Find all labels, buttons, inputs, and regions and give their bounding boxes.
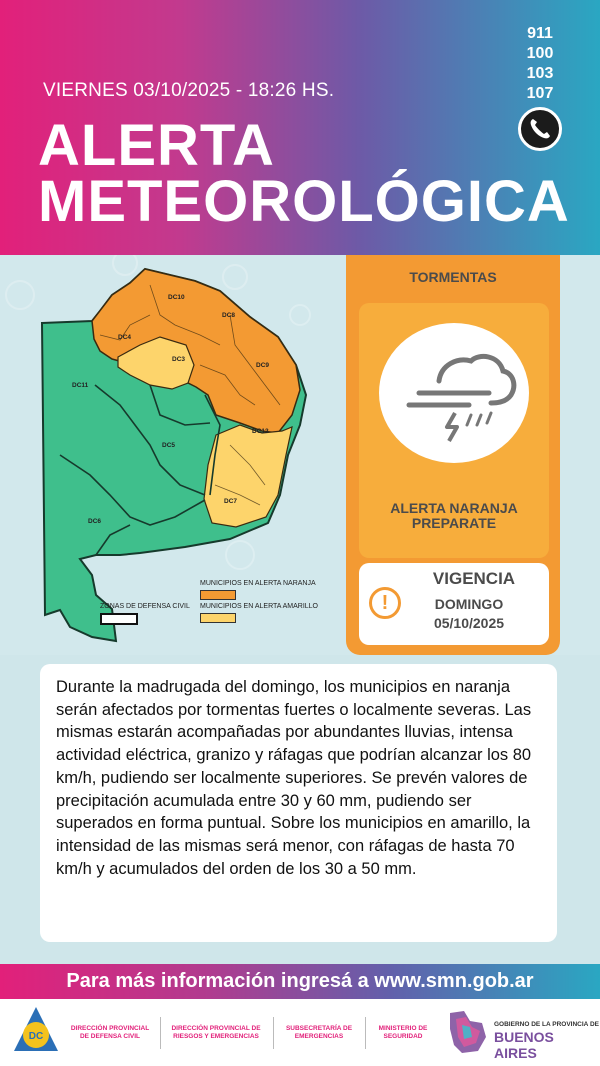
phone-107[interactable]: 107 [526, 85, 554, 102]
label-dc12: DC12 [252, 428, 269, 435]
org-riesgos [164, 1025, 268, 1041]
label-dc4: DC4 [118, 334, 132, 341]
alert-level-line2: PREPARATE [411, 515, 497, 531]
dc-badge-text: DC [28, 1031, 44, 1042]
page-title [38, 113, 570, 234]
title-line-1: ALERTA [38, 113, 275, 178]
phone-handset-icon [521, 110, 559, 148]
footer-logos [0, 999, 600, 1066]
gov-name: BUENOS AIRES [494, 1029, 554, 1061]
phone-100[interactable]: 100 [526, 45, 554, 62]
phenomenon-type: TORMENTAS [409, 269, 497, 285]
alert-description: Durante la madrugada del domingo, los municipios en naranja serán afectados por tormentas fuertes o localmente severas. Las mismas estarán acompañadas por abundantes lluvias, intensa actividad eléctrica, granizo y ráfagas que podrían alcanzar los 80 km/h, pudiendo ser localmente superiores. Se prevén valores de precipitación acumulada entre 30 y 60 mm, pudiendo ser superados en forma puntual. Sobre los municipios en amarillo, la intensidad de las mismas será menor, con ráfagas de hasta 70 km/h y acumulados del orden de los 30 a 50 mm. [40, 664, 557, 942]
legend-zones-label: ZONAS DE DEFENSA CIVIL [100, 603, 190, 610]
vigencia-box [359, 563, 549, 645]
legend-orange-swatch [200, 590, 236, 600]
buenos-aires-logo-icon [446, 1007, 490, 1057]
phone-911[interactable]: 911 [527, 25, 553, 42]
footer-separator [160, 1017, 161, 1049]
more-info-link[interactable]: Para más información ingresá a www.smn.gob.ar [0, 964, 600, 999]
label-dc6: DC6 [88, 518, 102, 525]
province-map [0, 255, 346, 655]
org-seguridad [369, 1025, 437, 1041]
label-dc8: DC8 [222, 312, 236, 319]
org2-line1: DIRECCIÓN PROVINCIAL DE [171, 1025, 261, 1032]
org2-line2: RIESGOS Y EMERGENCIAS [173, 1033, 259, 1040]
label-dc9: DC9 [256, 362, 270, 369]
header-banner [0, 0, 600, 255]
emergency-phones [515, 24, 565, 104]
footer-separator [365, 1017, 366, 1049]
title-line-2: METEOROLÓGICA [38, 169, 570, 234]
org-defensa-civil [64, 1025, 156, 1041]
label-dc3: DC3 [172, 356, 186, 363]
label-dc11: DC11 [72, 382, 89, 389]
org4-line1: MINISTERIO DE [378, 1025, 428, 1032]
alert-level [359, 501, 549, 531]
alert-icon-box [359, 303, 549, 558]
org-emergencias [277, 1025, 361, 1041]
phone-103[interactable]: 103 [526, 65, 554, 82]
legend-zones-swatch [100, 613, 138, 625]
org1-line2: DE DEFENSA CIVIL [79, 1033, 141, 1040]
org3-line1: SUBSECRETARÍA DE [285, 1025, 353, 1032]
org4-line2: SEGURIDAD [383, 1033, 423, 1040]
vigencia-date: 05/10/2025 [433, 615, 505, 631]
org3-line2: EMERGENCIAS [294, 1033, 344, 1040]
legend-yellow-swatch [200, 613, 236, 623]
alert-level-line1: ALERTA NARANJA [390, 500, 518, 516]
gov-label: GOBIERNO DE LA PROVINCIA DE [494, 1021, 599, 1028]
legend-yellow-label: MUNICIPIOS EN ALERTA AMARILLO [200, 603, 318, 610]
org1-line1: DIRECCIÓN PROVINCIAL [70, 1025, 150, 1032]
storm-icon-circle [379, 323, 529, 463]
legend-orange-label: MUNICIPIOS EN ALERTA NARANJA [200, 580, 316, 587]
warning-icon: ! [369, 587, 401, 619]
issue-datetime: VIERNES 03/10/2025 - 18:26 HS. [43, 80, 335, 101]
defensa-civil-logo-icon [12, 1005, 60, 1057]
label-dc5: DC5 [162, 442, 176, 449]
phone-icon[interactable] [518, 107, 562, 151]
vigencia-title: VIGENCIA [432, 569, 516, 588]
thunderstorm-icon [379, 323, 529, 463]
label-dc7: DC7 [224, 498, 238, 505]
vigencia-day: DOMINGO [434, 596, 504, 612]
footer-separator [273, 1017, 274, 1049]
alert-panel [346, 255, 560, 655]
label-dc10: DC10 [168, 294, 185, 301]
